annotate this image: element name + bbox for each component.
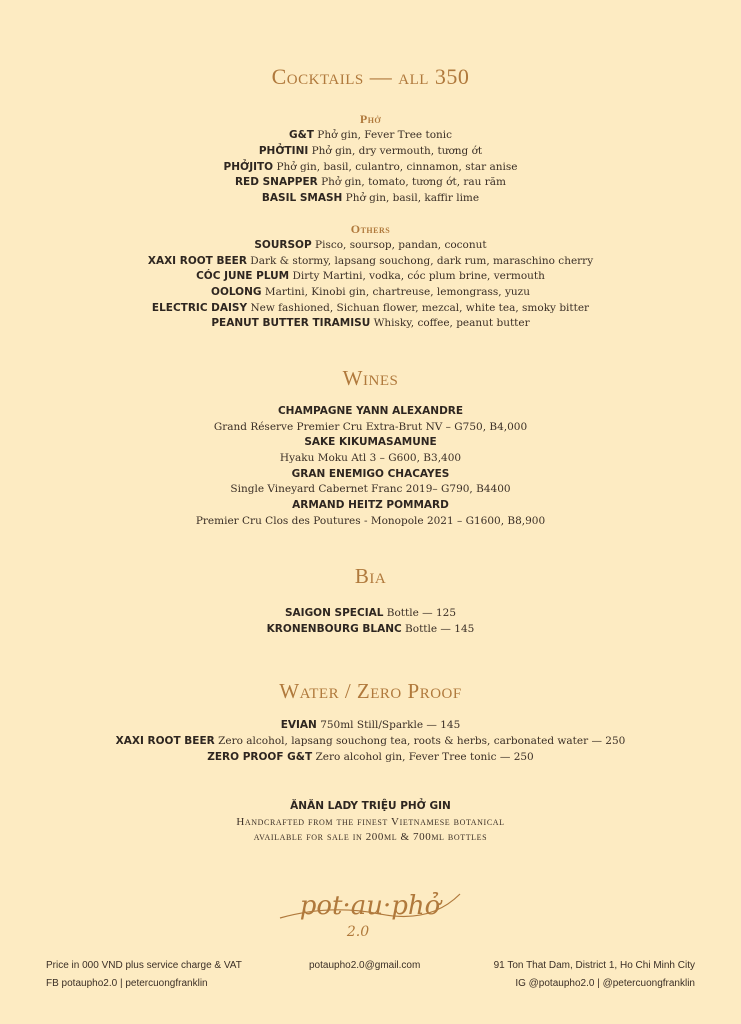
wine-name: ARMAND HEITZ POMMARD	[292, 499, 449, 511]
wine-name: SAKE KIKUMASAMUNE	[304, 436, 437, 448]
gin-line-2: available for sale in 200ml & 700ml bottles	[253, 831, 488, 843]
item-desc: Phở gin, dry vermouth, tương ớt	[311, 145, 483, 157]
gin-line-1: Handcrafted from the finest Vietnamese botanical	[236, 816, 505, 828]
item-name: ELECTRIC DAISY	[151, 302, 248, 314]
item-desc: Dark & stormy, lapsang souchong, dark rum, maraschino cherry	[250, 255, 594, 267]
cocktails-title: Cocktails — all 350	[271, 64, 470, 89]
list-item	[0, 128, 741, 142]
footer-address: 91 Ton That Dam, District 1, Ho Chi Minh City	[493, 960, 695, 971]
footer-price-note: Price in 000 VND plus service charge & VAT	[46, 960, 242, 971]
wine-desc: Grand Réserve Premier Cru Extra-Brut NV – G750, B4,000	[213, 421, 528, 433]
item-desc: Pisco, soursop, pandan, coconut	[315, 239, 487, 251]
list-item	[0, 734, 741, 748]
item-desc: New fashioned, Sichuan flower, mezcal, white tea, smoky bitter	[250, 302, 590, 314]
list-item	[0, 191, 741, 205]
item-name: BASIL SMASH	[261, 192, 343, 204]
item-name: ZERO PROOF G&T	[207, 751, 313, 763]
item-desc: Bottle — 145	[405, 623, 475, 635]
wines-title: Wines	[342, 366, 399, 390]
logo-text: pot·au·phở	[299, 891, 441, 921]
item-name: RED SNAPPER	[234, 176, 318, 188]
item-desc: Phở gin, basil, culantro, cinnamon, star anise	[276, 161, 518, 173]
item-name: SOURSOP	[254, 239, 312, 251]
wine-name: CHAMPAGNE YANN ALEXANDRE	[277, 405, 464, 417]
list-item	[0, 285, 741, 299]
list-item	[0, 622, 741, 636]
list-item	[0, 144, 741, 158]
list-item	[0, 718, 741, 732]
logo-svg	[270, 884, 470, 944]
item-desc: Bottle — 125	[386, 607, 457, 619]
item-name: XAXI ROOT BEER	[147, 255, 247, 267]
item-name: PHỞJITO	[223, 161, 274, 173]
footer-ig: IG @potaupho2.0 | @petercuongfranklin	[515, 978, 695, 989]
list-item	[0, 160, 741, 174]
item-name: EVIAN	[280, 719, 317, 731]
wine-name: GRAN ENEMIGO CHACAYES	[291, 468, 450, 480]
item-name: PEANUT BUTTER TIRAMISU	[211, 317, 371, 329]
water-title: Water / Zero Proof	[279, 679, 462, 703]
list-item	[0, 750, 741, 764]
list-item	[0, 606, 741, 620]
item-name: G&T	[288, 129, 314, 141]
footer-email[interactable]: potaupho2.0@gmail.com	[309, 960, 421, 971]
list-item	[0, 238, 741, 252]
list-item	[0, 301, 741, 315]
item-desc: 750ml Still/Sparkle — 145	[320, 719, 461, 731]
item-desc: Dirty Martini, vodka, cóc plum brine, vermouth	[292, 270, 545, 282]
brand-logo	[270, 884, 470, 944]
item-name: KRONENBOURG BLANC	[266, 623, 402, 635]
item-name: OOLONG	[211, 286, 262, 298]
item-desc: Zero alcohol gin, Fever Tree tonic — 250	[315, 751, 534, 763]
item-name: XAXI ROOT BEER	[115, 735, 215, 747]
gin-title: ĂNĂN LADY TRIỆU PHỞ GIN	[290, 800, 451, 812]
wine-desc: Single Vineyard Cabernet Franc 2019– G790, B4400	[230, 483, 511, 495]
pho-heading: Phở	[359, 112, 382, 126]
others-heading: Others	[350, 222, 391, 236]
item-desc: Phở gin, tomato, tương ớt, rau răm	[321, 176, 507, 188]
item-desc: Zero alcohol, lapsang souchong tea, roots & herbs, carbonated water — 250	[218, 735, 626, 747]
item-desc: Phở gin, basil, kaffir lime	[345, 192, 480, 204]
wine-desc: Hyaku Moku Atl 3 – G600, B3,400	[279, 452, 462, 464]
item-name: SAIGON SPECIAL	[284, 607, 384, 619]
footer-fb: FB potaupho2.0 | petercuongfranklin	[46, 978, 208, 989]
wine-desc: Premier Cru Clos des Poutures - Monopole 2021 – G1600, B8,900	[195, 515, 546, 527]
bia-title: Bia	[354, 564, 387, 588]
list-item	[0, 254, 741, 268]
item-name: CÓC JUNE PLUM	[196, 270, 290, 282]
item-desc: Martini, Kinobi gin, chartreuse, lemongrass, yuzu	[264, 286, 530, 298]
item-name: PHỞTINI	[258, 145, 309, 157]
list-item	[0, 316, 741, 330]
item-desc: Whisky, coffee, peanut butter	[373, 317, 530, 329]
logo-version: 2.0	[346, 924, 370, 940]
item-desc: Phở gin, Fever Tree tonic	[317, 129, 453, 141]
list-item	[0, 269, 741, 283]
list-item	[0, 175, 741, 189]
